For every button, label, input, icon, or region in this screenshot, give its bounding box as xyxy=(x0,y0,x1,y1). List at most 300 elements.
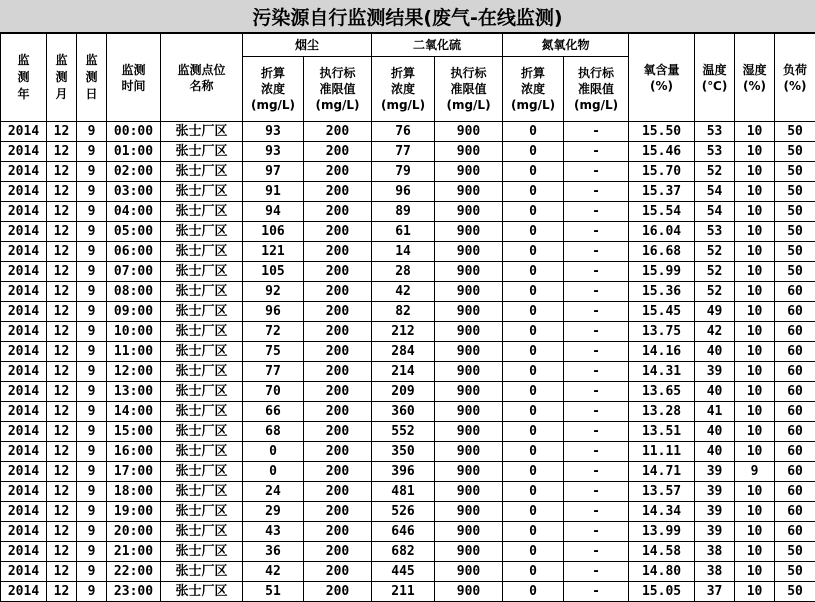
day-cell: 9 xyxy=(77,562,107,582)
table-row xyxy=(1,502,815,522)
month-cell: 12 xyxy=(47,122,77,142)
dust-conc-cell: 77 xyxy=(243,362,304,382)
table-row xyxy=(1,362,815,382)
oxygen-cell: 16.68 xyxy=(629,242,695,262)
day-cell: 9 xyxy=(77,462,107,482)
dust-limit-cell: 200 xyxy=(304,242,372,262)
load-cell: 50 xyxy=(775,142,815,162)
so2-limit-cell: 900 xyxy=(435,302,503,322)
nox-limit-cell: - xyxy=(564,442,629,462)
year-cell: 2014 xyxy=(1,402,47,422)
time-cell: 16:00 xyxy=(107,442,161,462)
day-cell: 9 xyxy=(77,262,107,282)
dust-conc-cell: 43 xyxy=(243,522,304,542)
oxygen-cell: 13.75 xyxy=(629,322,695,342)
humidity-cell: 10 xyxy=(735,422,775,442)
table-row xyxy=(1,522,815,542)
month-cell: 12 xyxy=(47,422,77,442)
year-cell: 2014 xyxy=(1,542,47,562)
nox-conc-cell: 0 xyxy=(503,322,564,342)
so2-conc-cell: 212 xyxy=(372,322,435,342)
oxygen-cell: 13.65 xyxy=(629,382,695,402)
humidity-cell: 10 xyxy=(735,562,775,582)
dust-limit-cell: 200 xyxy=(304,542,372,562)
dust-limit-cell: 200 xyxy=(304,502,372,522)
table-row xyxy=(1,542,815,562)
time-cell: 23:00 xyxy=(107,582,161,602)
month-cell: 12 xyxy=(47,222,77,242)
so2-conc-cell: 396 xyxy=(372,462,435,482)
temperature-cell: 53 xyxy=(695,222,735,242)
day-cell: 9 xyxy=(77,222,107,242)
site-cell: 张士厂区 xyxy=(161,542,243,562)
nox-limit-cell: - xyxy=(564,302,629,322)
dust-limit-cell: 200 xyxy=(304,462,372,482)
day-cell: 9 xyxy=(77,522,107,542)
so2-limit-cell: 900 xyxy=(435,382,503,402)
day-cell: 9 xyxy=(77,142,107,162)
year-cell: 2014 xyxy=(1,502,47,522)
day-cell: 9 xyxy=(77,382,107,402)
site-cell: 张士厂区 xyxy=(161,342,243,362)
month-cell: 12 xyxy=(47,522,77,542)
so2-limit-cell: 900 xyxy=(435,522,503,542)
header-dust: 烟尘 xyxy=(243,34,372,57)
site-cell: 张士厂区 xyxy=(161,282,243,302)
load-cell: 50 xyxy=(775,122,815,142)
humidity-cell: 10 xyxy=(735,442,775,462)
oxygen-cell: 16.04 xyxy=(629,222,695,242)
so2-limit-cell: 900 xyxy=(435,182,503,202)
so2-limit-cell: 900 xyxy=(435,482,503,502)
oxygen-cell: 15.46 xyxy=(629,142,695,162)
dust-conc-cell: 93 xyxy=(243,142,304,162)
dust-limit-cell: 200 xyxy=(304,162,372,182)
time-cell: 09:00 xyxy=(107,302,161,322)
header-year: 监 测 年 xyxy=(1,34,47,122)
temperature-cell: 41 xyxy=(695,402,735,422)
so2-limit-cell: 900 xyxy=(435,282,503,302)
month-cell: 12 xyxy=(47,162,77,182)
time-cell: 03:00 xyxy=(107,182,161,202)
humidity-cell: 10 xyxy=(735,582,775,602)
load-cell: 50 xyxy=(775,242,815,262)
year-cell: 2014 xyxy=(1,362,47,382)
year-cell: 2014 xyxy=(1,242,47,262)
nox-conc-cell: 0 xyxy=(503,182,564,202)
dust-conc-cell: 75 xyxy=(243,342,304,362)
day-cell: 9 xyxy=(77,122,107,142)
table-row xyxy=(1,462,815,482)
oxygen-cell: 15.36 xyxy=(629,282,695,302)
nox-conc-cell: 0 xyxy=(503,302,564,322)
dust-limit-cell: 200 xyxy=(304,582,372,602)
oxygen-cell: 15.50 xyxy=(629,122,695,142)
temperature-cell: 54 xyxy=(695,202,735,222)
year-cell: 2014 xyxy=(1,302,47,322)
nox-limit-cell: - xyxy=(564,342,629,362)
nox-limit-cell: - xyxy=(564,362,629,382)
day-cell: 9 xyxy=(77,542,107,562)
temperature-cell: 39 xyxy=(695,482,735,502)
nox-conc-cell: 0 xyxy=(503,562,564,582)
site-cell: 张士厂区 xyxy=(161,222,243,242)
site-cell: 张士厂区 xyxy=(161,202,243,222)
time-cell: 05:00 xyxy=(107,222,161,242)
day-cell: 9 xyxy=(77,302,107,322)
year-cell: 2014 xyxy=(1,422,47,442)
load-cell: 60 xyxy=(775,302,815,322)
site-cell: 张士厂区 xyxy=(161,362,243,382)
dust-conc-cell: 66 xyxy=(243,402,304,422)
dust-conc-cell: 0 xyxy=(243,442,304,462)
month-cell: 12 xyxy=(47,382,77,402)
nox-conc-cell: 0 xyxy=(503,142,564,162)
time-cell: 04:00 xyxy=(107,202,161,222)
temperature-cell: 40 xyxy=(695,382,735,402)
header-day: 监 测 日 xyxy=(77,34,107,122)
month-cell: 12 xyxy=(47,342,77,362)
header-dust-conc: 折算 浓度 (mg/L) xyxy=(243,57,304,122)
load-cell: 60 xyxy=(775,442,815,462)
humidity-cell: 10 xyxy=(735,322,775,342)
oxygen-cell: 14.31 xyxy=(629,362,695,382)
dust-limit-cell: 200 xyxy=(304,202,372,222)
month-cell: 12 xyxy=(47,462,77,482)
temperature-cell: 49 xyxy=(695,302,735,322)
so2-conc-cell: 28 xyxy=(372,262,435,282)
dust-limit-cell: 200 xyxy=(304,122,372,142)
time-cell: 21:00 xyxy=(107,542,161,562)
sheet-title: 污染源自行监测结果(废气-在线监测) xyxy=(0,0,815,33)
site-cell: 张士厂区 xyxy=(161,262,243,282)
time-cell: 07:00 xyxy=(107,262,161,282)
load-cell: 60 xyxy=(775,402,815,422)
time-cell: 12:00 xyxy=(107,362,161,382)
temperature-cell: 39 xyxy=(695,522,735,542)
day-cell: 9 xyxy=(77,502,107,522)
time-cell: 20:00 xyxy=(107,522,161,542)
temperature-cell: 38 xyxy=(695,542,735,562)
load-cell: 60 xyxy=(775,462,815,482)
table-row xyxy=(1,442,815,462)
so2-limit-cell: 900 xyxy=(435,162,503,182)
year-cell: 2014 xyxy=(1,322,47,342)
dust-limit-cell: 200 xyxy=(304,282,372,302)
month-cell: 12 xyxy=(47,322,77,342)
humidity-cell: 10 xyxy=(735,222,775,242)
dust-conc-cell: 96 xyxy=(243,302,304,322)
so2-conc-cell: 76 xyxy=(372,122,435,142)
so2-conc-cell: 89 xyxy=(372,202,435,222)
oxygen-cell: 14.16 xyxy=(629,342,695,362)
site-cell: 张士厂区 xyxy=(161,582,243,602)
nox-conc-cell: 0 xyxy=(503,262,564,282)
dust-limit-cell: 200 xyxy=(304,442,372,462)
nox-conc-cell: 0 xyxy=(503,222,564,242)
day-cell: 9 xyxy=(77,362,107,382)
so2-conc-cell: 61 xyxy=(372,222,435,242)
so2-limit-cell: 900 xyxy=(435,142,503,162)
nox-limit-cell: - xyxy=(564,582,629,602)
time-cell: 08:00 xyxy=(107,282,161,302)
humidity-cell: 10 xyxy=(735,302,775,322)
monitoring-table xyxy=(0,33,815,602)
table-row xyxy=(1,302,815,322)
load-cell: 60 xyxy=(775,502,815,522)
time-cell: 15:00 xyxy=(107,422,161,442)
time-cell: 10:00 xyxy=(107,322,161,342)
day-cell: 9 xyxy=(77,342,107,362)
site-cell: 张士厂区 xyxy=(161,502,243,522)
header-temperature: 温度 (℃) xyxy=(695,34,735,122)
table-row xyxy=(1,422,815,442)
humidity-cell: 9 xyxy=(735,462,775,482)
site-cell: 张士厂区 xyxy=(161,182,243,202)
nox-limit-cell: - xyxy=(564,522,629,542)
nox-limit-cell: - xyxy=(564,382,629,402)
so2-limit-cell: 900 xyxy=(435,502,503,522)
nox-conc-cell: 0 xyxy=(503,342,564,362)
year-cell: 2014 xyxy=(1,262,47,282)
dust-limit-cell: 200 xyxy=(304,342,372,362)
so2-limit-cell: 900 xyxy=(435,362,503,382)
year-cell: 2014 xyxy=(1,442,47,462)
load-cell: 50 xyxy=(775,222,815,242)
table-row xyxy=(1,182,815,202)
dust-limit-cell: 200 xyxy=(304,222,372,242)
so2-limit-cell: 900 xyxy=(435,242,503,262)
so2-conc-cell: 646 xyxy=(372,522,435,542)
so2-conc-cell: 79 xyxy=(372,162,435,182)
humidity-cell: 10 xyxy=(735,282,775,302)
year-cell: 2014 xyxy=(1,162,47,182)
humidity-cell: 10 xyxy=(735,162,775,182)
day-cell: 9 xyxy=(77,322,107,342)
nox-limit-cell: - xyxy=(564,202,629,222)
temperature-cell: 38 xyxy=(695,562,735,582)
load-cell: 60 xyxy=(775,482,815,502)
temperature-cell: 52 xyxy=(695,242,735,262)
so2-conc-cell: 14 xyxy=(372,242,435,262)
table-row xyxy=(1,162,815,182)
dust-conc-cell: 94 xyxy=(243,202,304,222)
site-cell: 张士厂区 xyxy=(161,302,243,322)
time-cell: 02:00 xyxy=(107,162,161,182)
nox-limit-cell: - xyxy=(564,282,629,302)
nox-limit-cell: - xyxy=(564,502,629,522)
month-cell: 12 xyxy=(47,142,77,162)
day-cell: 9 xyxy=(77,442,107,462)
load-cell: 50 xyxy=(775,582,815,602)
table-row xyxy=(1,482,815,502)
dust-limit-cell: 200 xyxy=(304,262,372,282)
header-humidity: 湿度 (%) xyxy=(735,34,775,122)
temperature-cell: 54 xyxy=(695,182,735,202)
table-row xyxy=(1,122,815,142)
day-cell: 9 xyxy=(77,582,107,602)
so2-conc-cell: 682 xyxy=(372,542,435,562)
nox-limit-cell: - xyxy=(564,222,629,242)
table-row xyxy=(1,582,815,602)
site-cell: 张士厂区 xyxy=(161,442,243,462)
month-cell: 12 xyxy=(47,182,77,202)
site-cell: 张士厂区 xyxy=(161,162,243,182)
temperature-cell: 40 xyxy=(695,422,735,442)
header-month: 监 测 月 xyxy=(47,34,77,122)
table-row xyxy=(1,262,815,282)
dust-limit-cell: 200 xyxy=(304,522,372,542)
nox-conc-cell: 0 xyxy=(503,422,564,442)
temperature-cell: 52 xyxy=(695,262,735,282)
dust-limit-cell: 200 xyxy=(304,322,372,342)
so2-conc-cell: 481 xyxy=(372,482,435,502)
nox-conc-cell: 0 xyxy=(503,402,564,422)
temperature-cell: 42 xyxy=(695,322,735,342)
day-cell: 9 xyxy=(77,182,107,202)
header-nox-conc: 折算 浓度 (mg/L) xyxy=(503,57,564,122)
oxygen-cell: 15.70 xyxy=(629,162,695,182)
site-cell: 张士厂区 xyxy=(161,322,243,342)
day-cell: 9 xyxy=(77,162,107,182)
oxygen-cell: 13.57 xyxy=(629,482,695,502)
load-cell: 50 xyxy=(775,162,815,182)
humidity-cell: 10 xyxy=(735,362,775,382)
table-row xyxy=(1,402,815,422)
nox-conc-cell: 0 xyxy=(503,202,564,222)
header-so2-conc: 折算 浓度 (mg/L) xyxy=(372,57,435,122)
year-cell: 2014 xyxy=(1,522,47,542)
temperature-cell: 40 xyxy=(695,342,735,362)
oxygen-cell: 15.54 xyxy=(629,202,695,222)
oxygen-cell: 14.80 xyxy=(629,562,695,582)
year-cell: 2014 xyxy=(1,482,47,502)
so2-conc-cell: 96 xyxy=(372,182,435,202)
oxygen-cell: 14.71 xyxy=(629,462,695,482)
humidity-cell: 10 xyxy=(735,542,775,562)
oxygen-cell: 13.99 xyxy=(629,522,695,542)
load-cell: 60 xyxy=(775,382,815,402)
dust-conc-cell: 91 xyxy=(243,182,304,202)
month-cell: 12 xyxy=(47,242,77,262)
nox-limit-cell: - xyxy=(564,142,629,162)
header-time: 监测 时间 xyxy=(107,34,161,122)
temperature-cell: 39 xyxy=(695,362,735,382)
month-cell: 12 xyxy=(47,582,77,602)
table-row xyxy=(1,342,815,362)
time-cell: 00:00 xyxy=(107,122,161,142)
nox-conc-cell: 0 xyxy=(503,122,564,142)
table-body xyxy=(1,122,815,602)
nox-conc-cell: 0 xyxy=(503,542,564,562)
dust-limit-cell: 200 xyxy=(304,402,372,422)
site-cell: 张士厂区 xyxy=(161,382,243,402)
header-nox-limit: 执行标 准限值 (mg/L) xyxy=(564,57,629,122)
nox-conc-cell: 0 xyxy=(503,522,564,542)
load-cell: 50 xyxy=(775,182,815,202)
year-cell: 2014 xyxy=(1,382,47,402)
so2-conc-cell: 214 xyxy=(372,362,435,382)
oxygen-cell: 15.05 xyxy=(629,582,695,602)
site-cell: 张士厂区 xyxy=(161,522,243,542)
site-cell: 张士厂区 xyxy=(161,242,243,262)
temperature-cell: 39 xyxy=(695,462,735,482)
nox-conc-cell: 0 xyxy=(503,282,564,302)
dust-conc-cell: 42 xyxy=(243,562,304,582)
table-row xyxy=(1,282,815,302)
year-cell: 2014 xyxy=(1,582,47,602)
so2-conc-cell: 209 xyxy=(372,382,435,402)
nox-limit-cell: - xyxy=(564,542,629,562)
so2-limit-cell: 900 xyxy=(435,222,503,242)
so2-limit-cell: 900 xyxy=(435,582,503,602)
humidity-cell: 10 xyxy=(735,382,775,402)
dust-conc-cell: 29 xyxy=(243,502,304,522)
time-cell: 01:00 xyxy=(107,142,161,162)
month-cell: 12 xyxy=(47,282,77,302)
site-cell: 张士厂区 xyxy=(161,122,243,142)
so2-conc-cell: 211 xyxy=(372,582,435,602)
time-cell: 06:00 xyxy=(107,242,161,262)
humidity-cell: 10 xyxy=(735,262,775,282)
temperature-cell: 53 xyxy=(695,142,735,162)
dust-limit-cell: 200 xyxy=(304,182,372,202)
so2-limit-cell: 900 xyxy=(435,262,503,282)
nox-conc-cell: 0 xyxy=(503,462,564,482)
nox-conc-cell: 0 xyxy=(503,242,564,262)
year-cell: 2014 xyxy=(1,342,47,362)
nox-conc-cell: 0 xyxy=(503,482,564,502)
site-cell: 张士厂区 xyxy=(161,402,243,422)
dust-conc-cell: 51 xyxy=(243,582,304,602)
table-row xyxy=(1,222,815,242)
month-cell: 12 xyxy=(47,302,77,322)
so2-conc-cell: 445 xyxy=(372,562,435,582)
load-cell: 60 xyxy=(775,342,815,362)
temperature-cell: 40 xyxy=(695,442,735,462)
month-cell: 12 xyxy=(47,402,77,422)
dust-conc-cell: 0 xyxy=(243,462,304,482)
nox-conc-cell: 0 xyxy=(503,382,564,402)
temperature-cell: 37 xyxy=(695,582,735,602)
nox-conc-cell: 0 xyxy=(503,582,564,602)
table-row xyxy=(1,142,815,162)
so2-conc-cell: 360 xyxy=(372,402,435,422)
header-dust-limit: 执行标 准限值 (mg/L) xyxy=(304,57,372,122)
table-row xyxy=(1,202,815,222)
humidity-cell: 10 xyxy=(735,182,775,202)
temperature-cell: 52 xyxy=(695,282,735,302)
time-cell: 11:00 xyxy=(107,342,161,362)
year-cell: 2014 xyxy=(1,182,47,202)
header-load: 负荷 (%) xyxy=(775,34,815,122)
humidity-cell: 10 xyxy=(735,342,775,362)
month-cell: 12 xyxy=(47,542,77,562)
table-row xyxy=(1,562,815,582)
oxygen-cell: 15.99 xyxy=(629,262,695,282)
header-site: 监测点位 名称 xyxy=(161,34,243,122)
temperature-cell: 52 xyxy=(695,162,735,182)
humidity-cell: 10 xyxy=(735,142,775,162)
year-cell: 2014 xyxy=(1,462,47,482)
dust-conc-cell: 105 xyxy=(243,262,304,282)
nox-conc-cell: 0 xyxy=(503,502,564,522)
nox-limit-cell: - xyxy=(564,122,629,142)
table-row xyxy=(1,242,815,262)
month-cell: 12 xyxy=(47,262,77,282)
dust-limit-cell: 200 xyxy=(304,562,372,582)
dust-limit-cell: 200 xyxy=(304,302,372,322)
